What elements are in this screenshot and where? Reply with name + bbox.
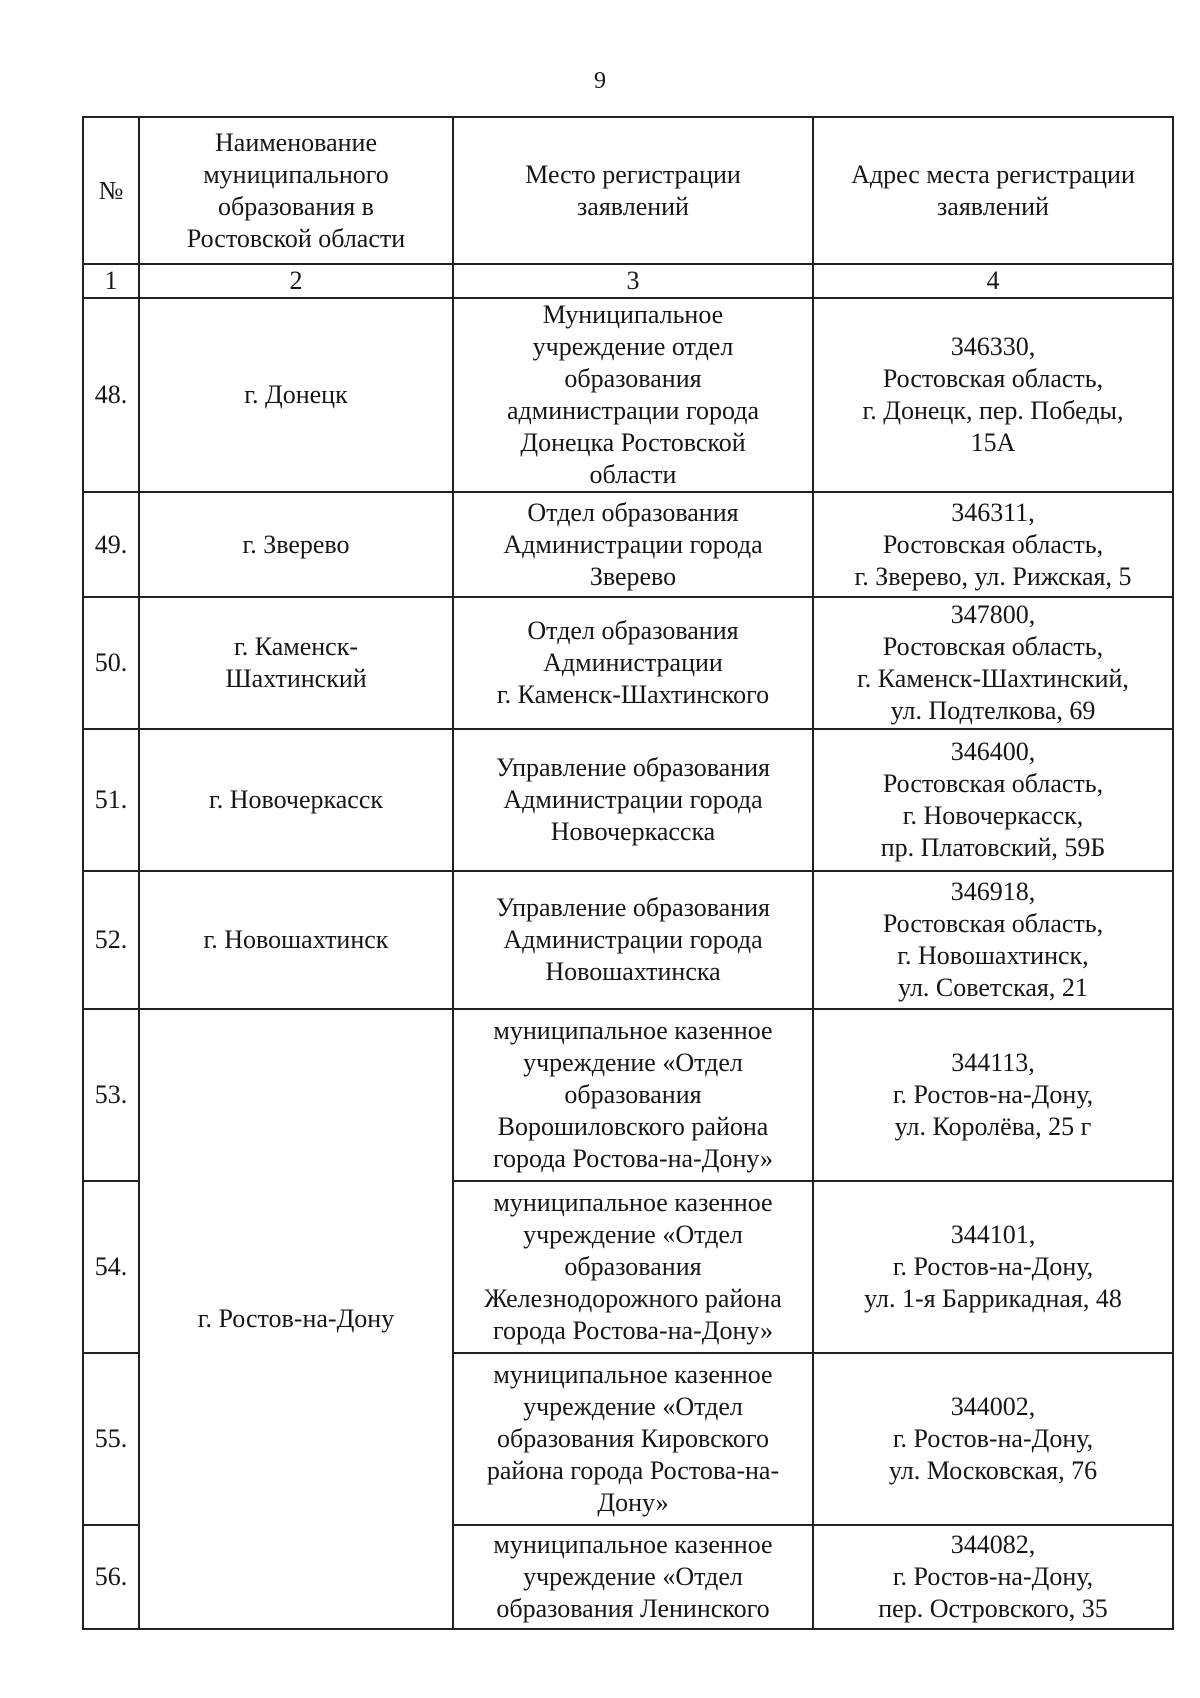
cell-text-line: г. Новочеркасск,: [902, 801, 1084, 830]
cell-text-line: 346400,: [950, 737, 1036, 766]
table-row: [83, 871, 1173, 1009]
cell-text-line: Донецка Ростовской: [520, 428, 746, 457]
table-row: [83, 1009, 1173, 1181]
cell-text-line: г. Новошахтинск: [203, 925, 389, 954]
registration-table: [82, 116, 1174, 1630]
cell-text-line: Отдел образования: [527, 497, 739, 527]
cell-text-line: Железнодорожного района: [484, 1284, 782, 1313]
cell-text-line: Зверево: [589, 561, 677, 591]
table-row: [83, 597, 1173, 729]
cell-text-line: учреждение «Отдел: [523, 1562, 743, 1591]
municipality-cell: [139, 597, 453, 729]
cell-text-line: города Ростова-на-Дону»: [492, 1316, 774, 1345]
cell-text-line: г. Каменск-Шахтинский,: [857, 664, 1129, 693]
cell-text-line: Ростовская область,: [882, 364, 1104, 393]
cell-text-line: г. Каменск-: [233, 632, 358, 661]
cell-text-line: муниципальное казенное: [493, 1188, 773, 1217]
cell-text-line: Ростовская область,: [882, 909, 1104, 938]
row-number: 53.: [83, 1009, 139, 1181]
municipality-cell: [139, 298, 453, 492]
registration-address-cell: [813, 1353, 1173, 1525]
registration-place-cell: [453, 729, 813, 871]
cell-text-line: муниципальное казенное: [493, 1016, 773, 1045]
registration-address-cell: [813, 1181, 1173, 1353]
cell-text-line: Новочеркасска: [550, 817, 716, 846]
cell-text-line: образования: [564, 1080, 702, 1109]
cell-text-line: Администрации города: [503, 529, 763, 559]
cell-text-line: Ростовская область,: [882, 769, 1104, 798]
cell-text-line: 346330,: [950, 332, 1036, 361]
registration-place-cell: [453, 492, 813, 597]
cell-text-line: ул. Королёва, 25 г: [894, 1112, 1092, 1141]
cell-text-line: г. Ростов-на-Дону,: [892, 1424, 1094, 1453]
registration-address-cell: [813, 597, 1173, 729]
cell-text-line: Ростовской области: [186, 223, 406, 253]
cell-text-line: Отдел образования: [527, 616, 739, 645]
cell-text-line: г. Ростов-на-Дону,: [892, 1080, 1094, 1109]
cell-text-line: образования Кировского: [497, 1424, 769, 1453]
cell-text-line: образования в: [218, 191, 374, 221]
cell-text-line: 15А: [970, 428, 1016, 457]
cell-text-line: Новошахтинска: [545, 957, 721, 986]
registration-place-cell: [453, 1353, 813, 1525]
cell-text-line: пер. Островского, 35: [878, 1594, 1108, 1623]
cell-text-line: г. Ростов-на-Дону,: [892, 1562, 1094, 1591]
registration-address-cell: [813, 871, 1173, 1009]
table-row: [83, 492, 1173, 597]
cell-text-line: Муниципальное: [542, 300, 724, 329]
registration-place-cell: [453, 871, 813, 1009]
municipality-cell: [139, 871, 453, 1009]
municipality-cell: [139, 492, 453, 597]
cell-text-line: Место регистрации: [525, 159, 741, 189]
cell-text-line: г. Ростов-на-Дону: [197, 1304, 395, 1333]
cell-text-line: г. Каменск-Шахтинского: [496, 680, 770, 709]
cell-text-line: 344082,: [950, 1530, 1036, 1559]
cell-text-line: Адрес места регистрации: [851, 159, 1135, 189]
registration-place-cell: [453, 1181, 813, 1353]
cell-text-line: г. Донецк, пер. Победы,: [862, 396, 1124, 425]
cell-text-line: 346918,: [950, 877, 1036, 906]
cell-text-line: Ростовская область,: [882, 632, 1104, 661]
table-row: [83, 298, 1173, 492]
cell-text-line: Управление образования: [495, 753, 771, 782]
cell-text-line: города Ростова-на-Дону»: [492, 1144, 774, 1173]
column-number: 1: [83, 264, 139, 298]
header-num: №: [83, 117, 139, 264]
cell-text-line: Управление образования: [495, 893, 771, 922]
cell-text-line: г. Ростов-на-Дону,: [892, 1252, 1094, 1281]
cell-text-line: Ворошиловского района: [497, 1112, 769, 1141]
cell-text-line: района города Ростова-на-: [486, 1456, 780, 1485]
cell-text-line: образования Ленинского: [496, 1594, 770, 1623]
cell-text-line: Администрации города: [503, 925, 763, 954]
cell-text-line: учреждение «Отдел: [523, 1392, 743, 1421]
cell-text-line: 344113,: [951, 1048, 1035, 1077]
registration-place-cell: [453, 597, 813, 729]
registration-address-cell: [813, 729, 1173, 871]
row-number: 56.: [83, 1525, 139, 1629]
registration-address-cell: [813, 1009, 1173, 1181]
cell-text-line: образования: [564, 364, 702, 393]
row-number: 55.: [83, 1353, 139, 1525]
row-number: 48.: [83, 298, 139, 492]
cell-text-line: учреждение «Отдел: [523, 1220, 743, 1249]
cell-text-line: ул. 1-я Баррикадная, 48: [864, 1284, 1122, 1313]
cell-text-line: заявлений: [577, 191, 689, 221]
cell-text-line: муниципальное казенное: [493, 1530, 773, 1559]
header-municipality: [139, 117, 453, 264]
cell-text-line: учреждение «Отдел: [523, 1048, 743, 1077]
page-number: 9: [594, 68, 606, 94]
cell-text-line: муниципального: [203, 159, 389, 189]
cell-text-line: 346311,: [951, 497, 1035, 527]
cell-text-line: учреждение отдел: [532, 332, 734, 361]
row-number: 50.: [83, 597, 139, 729]
cell-text-line: пр. Платовский, 59Б: [880, 833, 1106, 862]
cell-text-line: Ростовская область,: [882, 529, 1104, 559]
row-number: 51.: [83, 729, 139, 871]
cell-text-line: Шахтинский: [225, 664, 367, 693]
cell-text-line: г. Новочеркасск: [208, 785, 384, 814]
cell-text-line: ул. Подтелкова, 69: [890, 696, 1096, 725]
registration-address-cell: [813, 492, 1173, 597]
cell-text-line: заявлений: [937, 191, 1049, 221]
column-number: 2: [139, 264, 453, 298]
registration-place-cell: [453, 1525, 813, 1629]
cell-text-line: г. Новошахтинск,: [897, 941, 1089, 970]
registration-address-cell: [813, 298, 1173, 492]
cell-text-line: 344002,: [950, 1392, 1036, 1421]
column-number: 4: [813, 264, 1173, 298]
municipality-cell: [139, 729, 453, 871]
cell-text-line: Администрации города: [503, 785, 763, 814]
cell-text-line: администрации города: [506, 396, 759, 425]
cell-text-line: г. Зверево, ул. Рижская, 5: [854, 561, 1132, 591]
column-number-row: [83, 264, 1173, 298]
cell-text-line: ул. Московская, 76: [888, 1456, 1098, 1485]
cell-text-line: образования: [564, 1252, 702, 1281]
cell-text-line: г. Донецк: [244, 380, 348, 409]
header-address: [813, 117, 1173, 264]
cell-text-line: г. Зверево: [242, 529, 350, 559]
column-number: 3: [453, 264, 813, 298]
cell-text-line: муниципальное казенное: [493, 1360, 773, 1389]
cell-text-line: Наименование: [215, 127, 377, 157]
cell-text-line: 344101,: [950, 1220, 1036, 1249]
cell-text-line: Дону»: [597, 1488, 669, 1517]
header-place: [453, 117, 813, 264]
cell-text-line: Администрации: [543, 648, 723, 677]
registration-place-cell: [453, 298, 813, 492]
municipality-cell: [139, 1009, 453, 1629]
cell-text-line: 347800,: [950, 600, 1036, 629]
cell-text-line: области: [589, 460, 677, 489]
row-number: 52.: [83, 871, 139, 1009]
table-header-row: [83, 117, 1173, 264]
row-number: 49.: [83, 492, 139, 597]
row-number: 54.: [83, 1181, 139, 1353]
registration-address-cell: [813, 1525, 1173, 1629]
registration-place-cell: [453, 1009, 813, 1181]
table-row: [83, 729, 1173, 871]
cell-text-line: ул. Советская, 21: [898, 973, 1088, 1002]
